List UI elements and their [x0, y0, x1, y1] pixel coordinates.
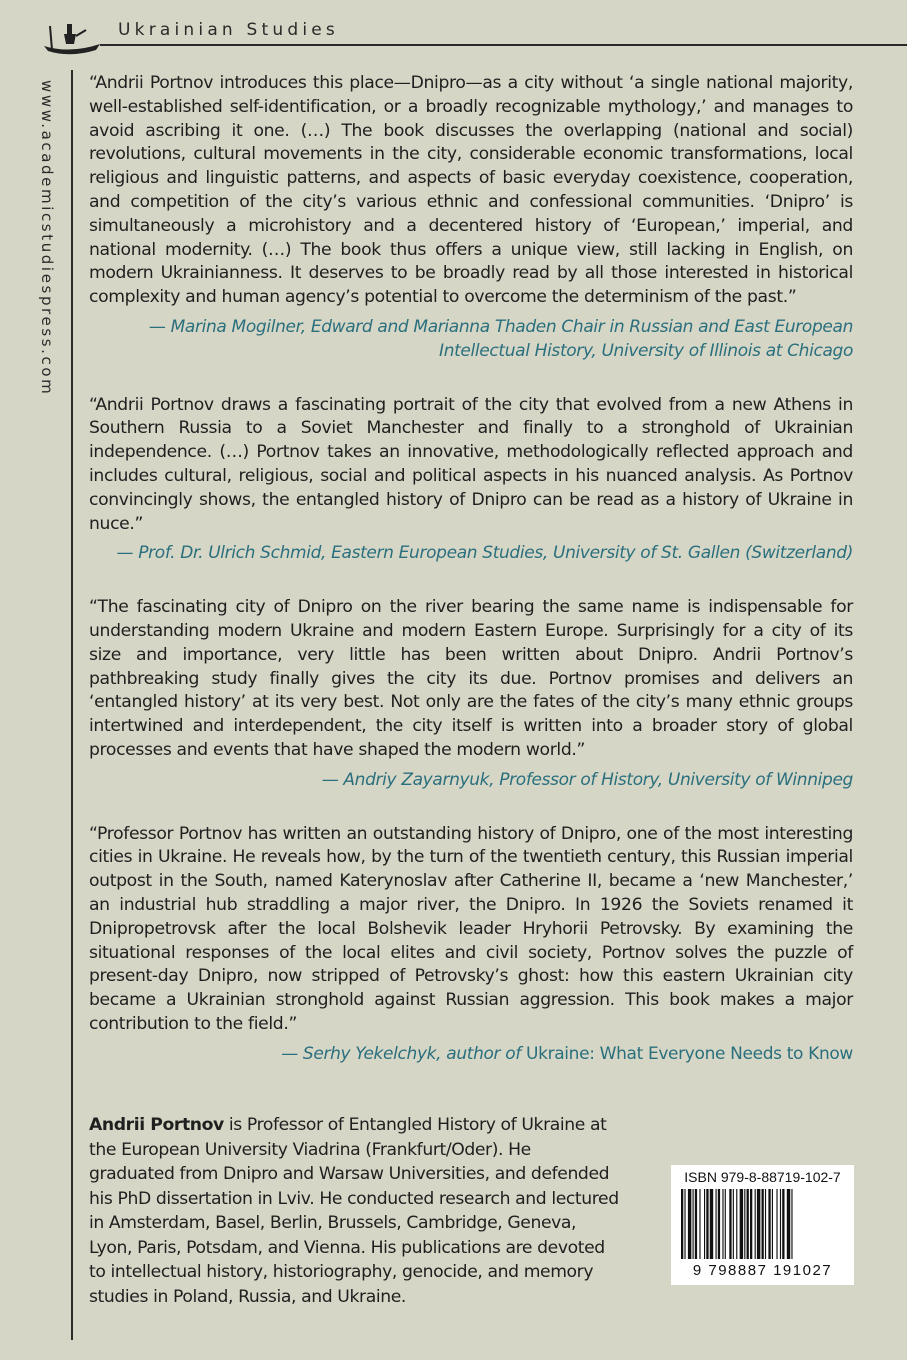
- barcode-bar: [791, 1189, 792, 1259]
- blurb-schmid: [89, 394, 853, 567]
- barcode-bar: [733, 1189, 734, 1259]
- barcode-bar: [782, 1189, 784, 1259]
- barcode-bar: [699, 1189, 700, 1259]
- barcode-bar: [780, 1189, 781, 1259]
- vertical-rule: [71, 70, 73, 1340]
- barcode-bar: [740, 1189, 743, 1259]
- barcode-bar: [688, 1189, 691, 1259]
- barcode-bar: [747, 1189, 749, 1259]
- barcode-bar: [681, 1189, 683, 1259]
- publisher-website: www.academicstudiespress.com: [38, 80, 56, 397]
- blurb-quote: “Andrii Portnov draws a fascinating portrait of the city that evolved from a new Athens in Southern Russia to a Soviet Manchester and finally to a stronghold of Ukrainian independence. (…) Portnov takes an innovative, methodologically reflected approach and includes cultural, religious, social and political aspects in his nuanced analysis. As Portnov convincingly shows, the entangled history of Dnipro can be read as a history of Ukraine in nuce.”: [89, 394, 853, 534]
- publisher-logo-icon: [40, 20, 102, 66]
- author-name: Andrii Portnov: [89, 1115, 224, 1135]
- barcode-bar: [706, 1189, 708, 1259]
- barcode-bar: [729, 1189, 731, 1259]
- blurb-attribution: — Andriy Zayarnyuk, Professor of History, University of Winnipeg: [321, 769, 853, 790]
- author-bio-text: is Professor of Entangled History of Ukraine at the European University Viadrina (Frankfurt/Oder). He graduated from Dnipro and Warsaw Universities, and defended his PhD dissertation in Lviv. He conducted research and lectured in Amsterdam, Basel, Berlin, Brussels, Cambridge, Geneva, Lyon, Paris, Potsdam, and Vienna. His publications are devoted to intellectual history, historiography, genocide, and memory studies in Poland, Russia, and Ukraine.: [89, 1115, 619, 1307]
- attribution-prefix: — Serhy Yekelchyk, author of: [281, 1043, 526, 1064]
- barcode-bar: [755, 1189, 756, 1259]
- blurb-zayarnyuk: [89, 596, 853, 792]
- blurb-quote: “Professor Portnov has written an outstanding history of Dnipro, one of the most interesting cities in Ukraine. He reveals how, by the turn of the twentieth century, this Russian imperial outpost in the South, named Katerynoslav after Catherine II, became a ‘new Manchester,’ an industrial hub straddling a major river, the Dnipro. In 1926 the Soviets renamed it Dnipropetrovsk after the local Bolshevik leader Hryhorii Petrovsky. By examining the situational responses of the local elites and civil society, Portnov solves the puzzle of present-day Dnipro, now stripped of Petrovsky’s ghost: how this eastern Ukrainian city became a Ukrainian stronghold against Russian aggression. This book makes a major contribution to the field.”: [89, 823, 853, 1034]
- series-title: Ukrainian Studies: [118, 20, 339, 40]
- blurb-attribution: — Prof. Dr. Ulrich Schmid, Eastern European Studies, University of St. Gallen (Switzerland): [116, 543, 853, 564]
- header-rule: [100, 44, 907, 46]
- barcode-bar: [716, 1189, 717, 1259]
- isbn-barcode: [671, 1165, 854, 1285]
- blurbs: [89, 72, 853, 1096]
- barcode-bar: [736, 1189, 737, 1259]
- blurb-attribution: [89, 316, 853, 364]
- blurb-attribution: [89, 1043, 853, 1067]
- isbn-label: ISBN 979-8-88719-102-7: [684, 1169, 841, 1185]
- barcode-bar: [765, 1189, 766, 1259]
- barcode-bar: [693, 1189, 694, 1259]
- barcode-bar: [718, 1189, 720, 1259]
- barcode-bar: [772, 1189, 773, 1259]
- blurb-mogilner: [89, 72, 853, 364]
- attribution-line: Intellectual History, University of Illinois at Chicago: [439, 340, 853, 361]
- blurb-quote: “Andrii Portnov introduces this place—Dnipro—as a city without ‘a single national majority, well-established self-identification, or a broadly recognizable mythology,’ and manages to avoid ascribing it one. (…) The book discusses the overlapping (national and social) revolutions, cultural movements in the city, considerable economic transformations, local religious and linguistic patterns, and aspects of basic everyday coexistence, cooperation, and competition of the city’s various ethnic and confessional communities. ‘Dnipro’ is simultaneously a microhistory and a decentered history of ‘European,’ imperial, and national modernity. (…) The book thus offers a unique view, still lacking in English, on modern Ukrainianness. It deserves to be broadly read by all those interested in historical complexity and human agency’s potential to overcome the determinism of the past.”: [89, 73, 853, 308]
- barcode-bar: [776, 1189, 777, 1259]
- attribution-line: — Marina Mogilner, Edward and Marianna Thaden Chair in Russian and East European: [148, 316, 853, 337]
- barcode-bar: [768, 1189, 770, 1259]
- barcode-bar: [787, 1189, 790, 1259]
- barcode-bars: [679, 1189, 846, 1261]
- barcode-bar: [695, 1189, 697, 1259]
- barcode-bar: [750, 1189, 752, 1259]
- barcode-bar: [684, 1189, 685, 1259]
- barcode-bar: [704, 1189, 705, 1259]
- author-bio: [89, 1113, 619, 1309]
- blurb-quote: “The fascinating city of Dnipro on the river bearing the same name is indispensable for understanding modern Ukraine and modern Eastern Europe. Surprisingly for a city of its size and importance, very little has been written about Dnipro. Andrii Portnov’s pathbreaking study finally gives the city its due. Portnov promises and delivers an ‘entangled history’ at its very best. Not only are the fates of the city’s many ethnic groups intertwined and interdependent, the city itself is written into a broader story of global processes and events that have shaped the modern world.”: [89, 597, 853, 760]
- isbn-digits: 9 798887 191027: [692, 1262, 833, 1279]
- barcode-bar: [762, 1189, 764, 1259]
- barcode-bar: [744, 1189, 745, 1259]
- barcode-bar: [722, 1189, 723, 1259]
- attribution-book-title: Ukraine: What Everyone Needs to Know: [526, 1043, 853, 1064]
- barcode-bar: [725, 1189, 726, 1259]
- barcode-bar: [710, 1189, 713, 1259]
- blurb-yekelchyk: [89, 823, 853, 1067]
- barcode-bar: [757, 1189, 760, 1259]
